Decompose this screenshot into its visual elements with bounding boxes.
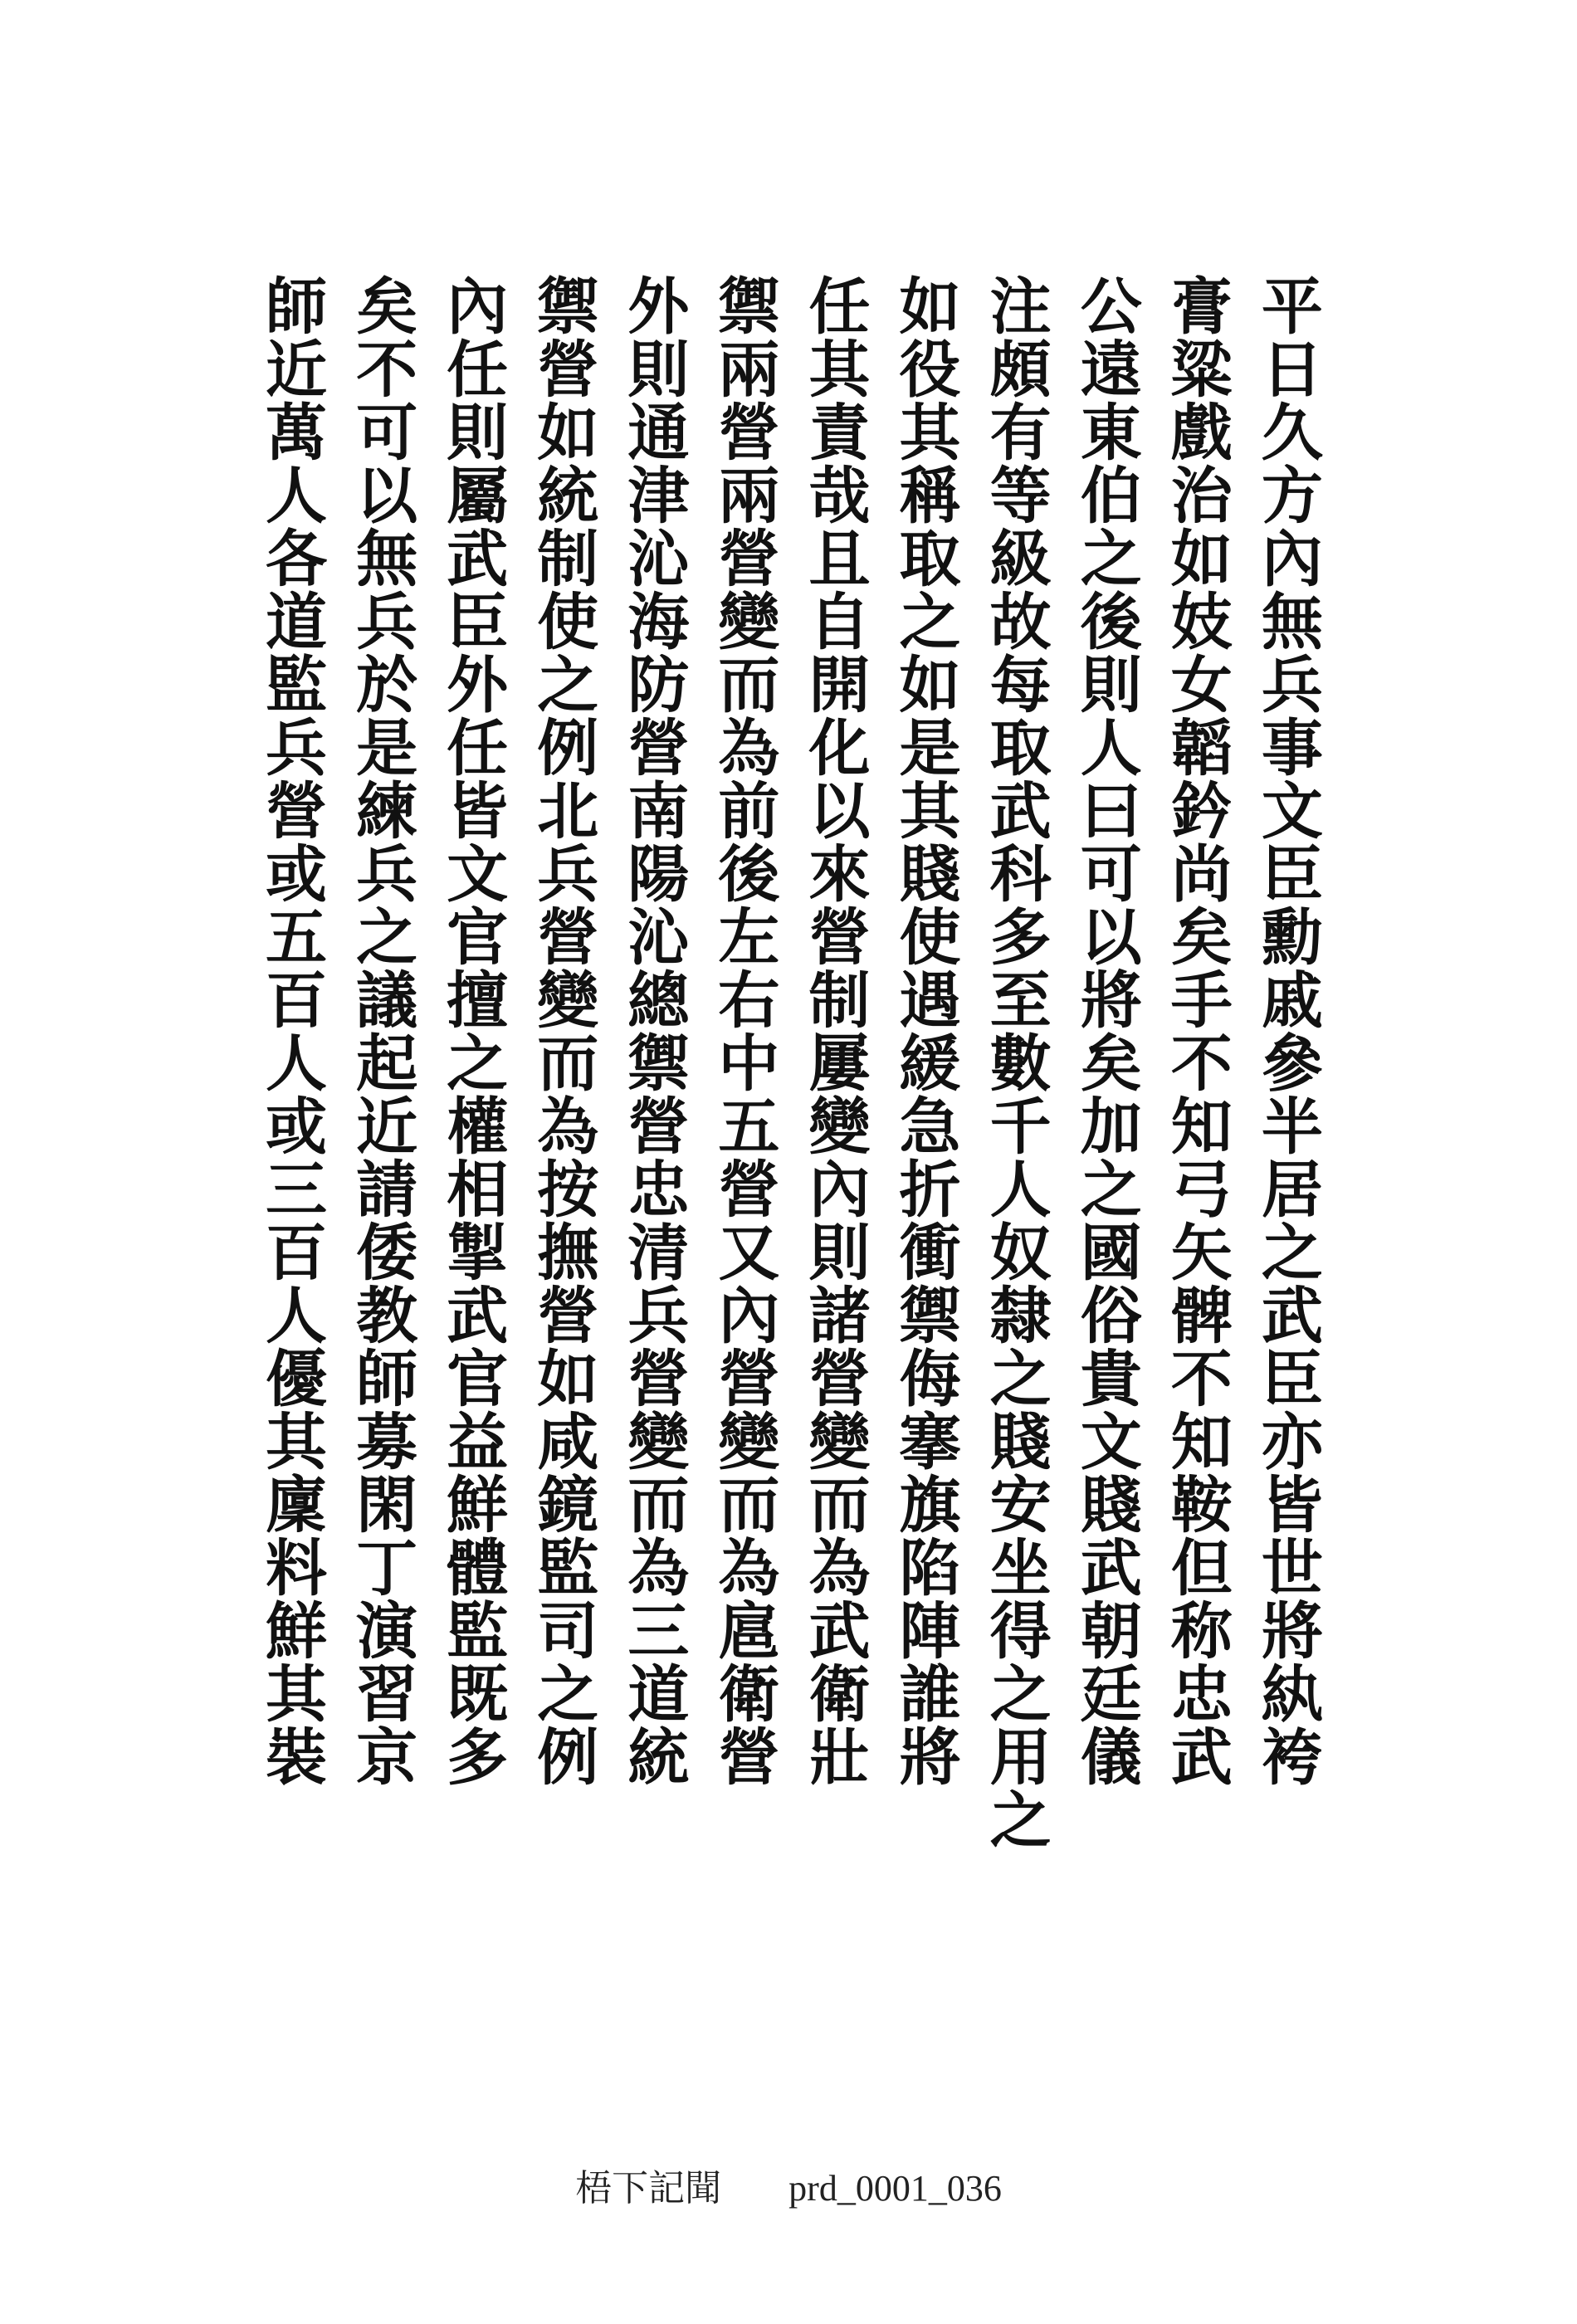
text-column-1: 平日久方內無兵事文臣勳戚參半居之武臣亦皆世將紈袴 bbox=[1251, 274, 1323, 1788]
text-column-2: 膏粱戲治如妓女韜鈐尚矣手不知弓矢髀不知鞍但称忠武 bbox=[1160, 274, 1233, 1788]
page-identifier: prd_0001_036 bbox=[788, 2168, 1002, 2209]
book-title: 梧下記聞 bbox=[575, 2168, 722, 2209]
text-column-7: 禦兩營兩營變而為前後左右中五營又內營變而為扈衛營 bbox=[708, 274, 780, 1788]
text-column-6: 任其責哉且自開化以來營制屢變內則諸營變而為武衛壯 bbox=[798, 274, 871, 1788]
text-column-9: 禦營如統制使之例北兵營變而為按撫營如咸鏡監司之例 bbox=[527, 274, 599, 1788]
text-column-10: 內任則屬武臣外任皆文官擅之權相掣武官益鮮體監既多 bbox=[437, 274, 509, 1788]
text-column-4: 注頗有等級故每取武科多至數千人奴隸之賤安坐得之用之 bbox=[979, 274, 1052, 1851]
page-footer bbox=[0, 2158, 1577, 2211]
text-column-8: 外則通津沁海防營南陽沁總禦營忠清兵營變而為三道統 bbox=[618, 274, 690, 1788]
text-column-5: 如役其稱取之如是其賤使遇緩急折衝禦侮搴旗陷陣誰將 bbox=[889, 274, 961, 1788]
text-column-11: 矣不可以無兵於是練兵之議起近請倭教師募閑丁演習京 bbox=[346, 274, 418, 1788]
text-column-3: 公遠東伯之後則人曰可以將矣加之國俗貴文賤武朝廷儀 bbox=[1070, 274, 1142, 1788]
vertical-text-block bbox=[239, 274, 1323, 1917]
text-column-12: 師近萬人各道監兵營或五百人或三百人優其廩料鮮其裝 bbox=[256, 274, 327, 1788]
